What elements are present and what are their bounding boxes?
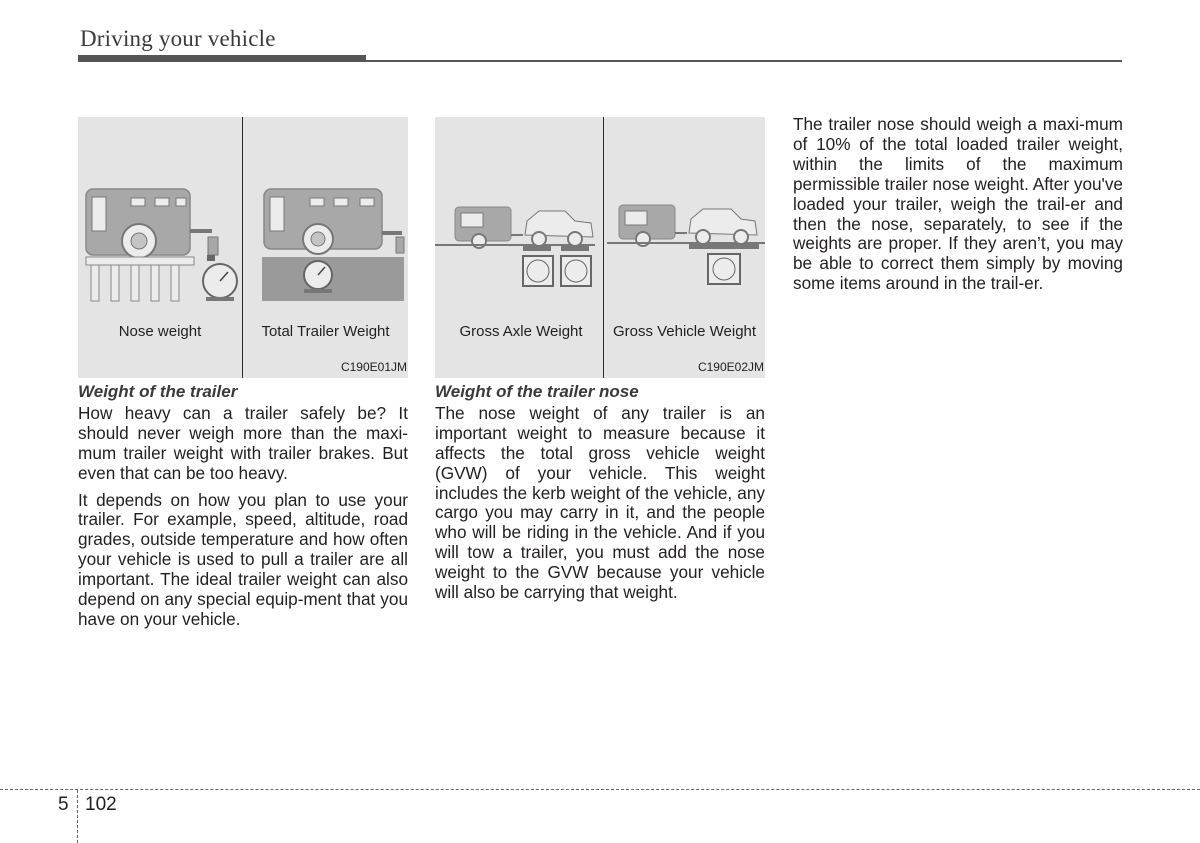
caravan-nose-weight-drawing: [86, 189, 237, 301]
page-header-title: Driving your vehicle: [80, 26, 276, 51]
figure-code: C190E01JM: [340, 360, 407, 374]
paragraph: How heavy can a trailer safely be? It should never weigh more than the maxi-mum trailer weight with trailer brakes. But even that can be too heavy.: [78, 402, 408, 483]
figure-code: C190E02JM: [697, 360, 764, 374]
caravan-total-weight-drawing: [262, 189, 404, 301]
column-weight-of-trailer: [78, 382, 408, 637]
header-rule-thick: [78, 55, 366, 62]
paragraph: It depends on how you plan to use your trailer. For example, speed, altitude, road grades, outside temperature and how often your vehicle is used to pull a trailer are all important. The ideal trailer weight can also depend on any special equip-ment that you have on your vehicle.: [78, 489, 408, 629]
paragraph: The nose weight of any trailer is an important weight to measure because it affects the total gross vehicle weight (GVW) of your vehicle. This weight includes the kerb weight of the vehicle, any cargo you may carry in it, and the people who will be riding in the vehicle. And if you will tow a trailer, you must add the nose weight to the GVW because your vehicle will also be carrying that weight.: [435, 402, 765, 603]
section-heading: Weight of the trailer: [78, 382, 238, 401]
column-weight-of-trailer-nose: [435, 382, 765, 610]
footer-dashed-separator: [77, 790, 78, 843]
column-nose-weight-guidance: [793, 115, 1123, 301]
section-heading: Weight of the trailer nose: [435, 382, 639, 401]
gross-vehicle-weight-drawing: [607, 205, 765, 284]
figure-vehicle-weights: [435, 117, 765, 378]
page-number: 102: [85, 794, 117, 815]
caption-gross-axle-weight: Gross Axle Weight: [459, 323, 583, 340]
gross-axle-weight-drawing: [435, 207, 595, 286]
caption-nose-weight: Nose weight: [118, 323, 202, 340]
caption-gross-vehicle-weight: Gross Vehicle Weight: [612, 323, 757, 340]
header-rule-thin: [366, 60, 1122, 62]
section-number: 5: [58, 794, 69, 815]
footer-dashed-rule: [0, 789, 1200, 790]
caption-total-trailer-weight: Total Trailer Weight: [261, 323, 390, 340]
paragraph: The trailer nose should weigh a maxi-mum of 10% of the total loaded trailer weight, within the limits of the maximum permissible trailer nose weight. After you've loaded your trailer, weigh the trail-er and then the nose, separately, to see if the weights are proper. If they aren’t, you may be able to correct them simply by moving some items around in the trail-er.: [793, 114, 1123, 294]
figure-trailer-weights: [78, 117, 408, 378]
